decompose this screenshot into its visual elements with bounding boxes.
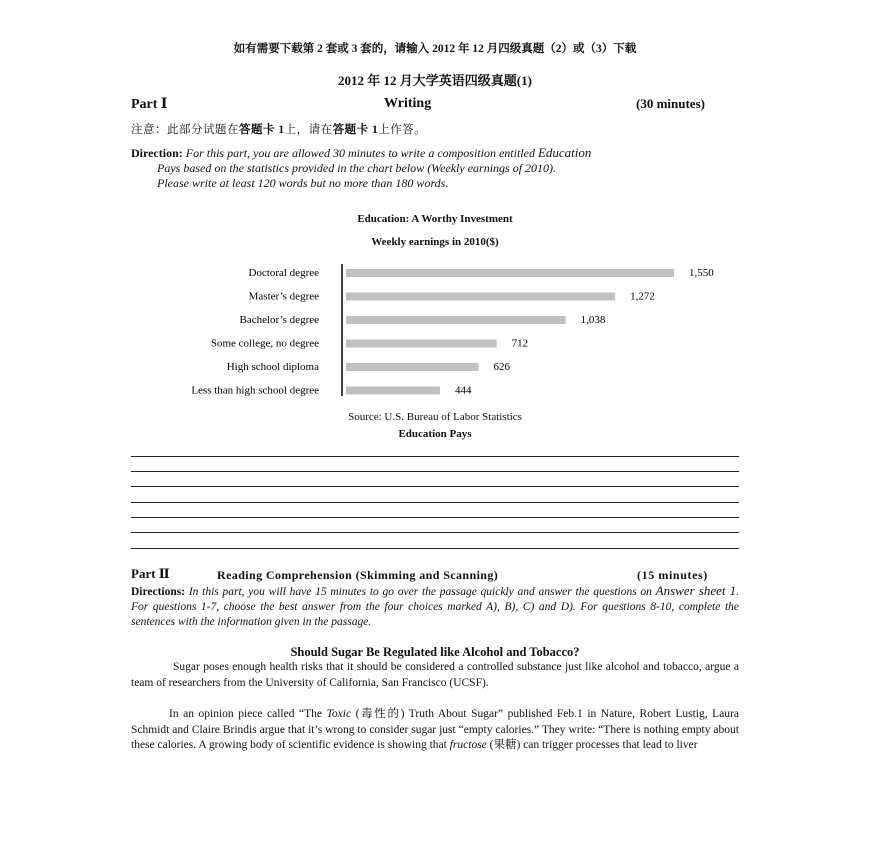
bar-value-label: 1,550 xyxy=(689,267,714,279)
category-label: High school diploma xyxy=(226,361,319,373)
bar-value-label: 444 xyxy=(454,384,472,397)
chart-caption: Education Pays xyxy=(398,428,472,440)
bar-some-college-no-degree xyxy=(346,340,497,348)
bar-value-label: 1,038 xyxy=(580,314,606,326)
download-note: 如有需要下载第 2 套或 3 套的，请输入 2012 年 12 月四级真题（2）或（3）下载 xyxy=(233,43,637,55)
category-label: Doctoral degree xyxy=(248,267,319,279)
answer-line xyxy=(131,502,739,503)
direction-label: Direction: xyxy=(131,146,183,160)
exam-title: 2012 年 12 月大学英语四级真题(1) xyxy=(338,73,532,88)
reading-directions: Directions: In this part, you will have 15 minutes to go over the passage quickly and answer the questions on Answer sheet 1. For questions 1-7, choose the best answer from the four choices marked A), B), C) and D). For questions 8-10, complete the sentences with the information given in the passage. xyxy=(131,583,739,628)
chart-title: Education: A Worthy Investment xyxy=(357,213,513,225)
part2-time: (15 minutes) xyxy=(637,568,708,582)
bar-bachelor-s-degree xyxy=(346,316,566,324)
chart-subtitle: Weekly earnings in 2010($) xyxy=(371,236,499,248)
category-label: Some college, no degree xyxy=(210,337,319,350)
part1-section: Writing xyxy=(384,96,432,111)
category-label: Master’s degree xyxy=(248,290,319,303)
part2-label: Part Ⅱ xyxy=(131,566,170,581)
bar-value-label: 712 xyxy=(511,337,529,350)
bar-doctoral-degree xyxy=(346,269,674,277)
chart-source: Source: U.S. Bureau of Labor Statistics xyxy=(348,411,522,423)
bar-value-label: 626 xyxy=(493,361,510,373)
part1-label: Part Ⅰ xyxy=(131,97,168,112)
earnings-bar-chart xyxy=(0,260,870,408)
answer-line xyxy=(131,532,739,533)
part1-time: (30 minutes) xyxy=(636,96,705,111)
bar-master-s-degree xyxy=(346,293,615,301)
bar-value-label: 1,272 xyxy=(630,290,655,303)
answer-line xyxy=(131,456,739,457)
part2-section: Reading Comprehension (Skimming and Scanning) xyxy=(217,568,499,582)
answer-line xyxy=(131,486,739,487)
category-label: Bachelor’s degree xyxy=(239,314,319,326)
answer-line xyxy=(131,548,739,549)
article-title: Should Sugar Be Regulated like Alcohol and Tobacco? xyxy=(290,645,580,659)
writing-direction: Direction: For this part, you are allowed 30 minutes to write a composition entitled Education Pays based on the statistics provided in the chart below (Weekly earnings of 2010). Please write at least 120 words but no more than 180 words. xyxy=(131,145,592,190)
answer-line xyxy=(131,517,739,518)
article-paragraph-2: In an opinion piece called “The Toxic (毒性的) Truth About Sugar” published Feb.1 in Nature, Robert Lustig, Laura Schmidt and Claire Brindis argue that it’s wrong to consider sugar just “empty calories.” They write: “There is nothing empty about these calories. A growing body of scientific evidence is showing that fructose (果糖) can trigger processes that lead to liver xyxy=(131,708,739,751)
answer-sheet-note: 注意：此部分试题在答题卡 1上，请在答题卡 1上作答。 xyxy=(131,124,427,136)
category-label: Less than high school degree xyxy=(191,384,319,397)
article-paragraph-1: Sugar poses enough health risks that it should be considered a controlled substance just like alcohol and tobacco, argue a team of researchers from the University of California, San Francisco (UCSF). xyxy=(131,661,739,689)
bar-less-than-high-school-degree xyxy=(346,387,440,395)
bar-high-school-diploma xyxy=(346,363,478,371)
answer-line xyxy=(131,471,739,472)
